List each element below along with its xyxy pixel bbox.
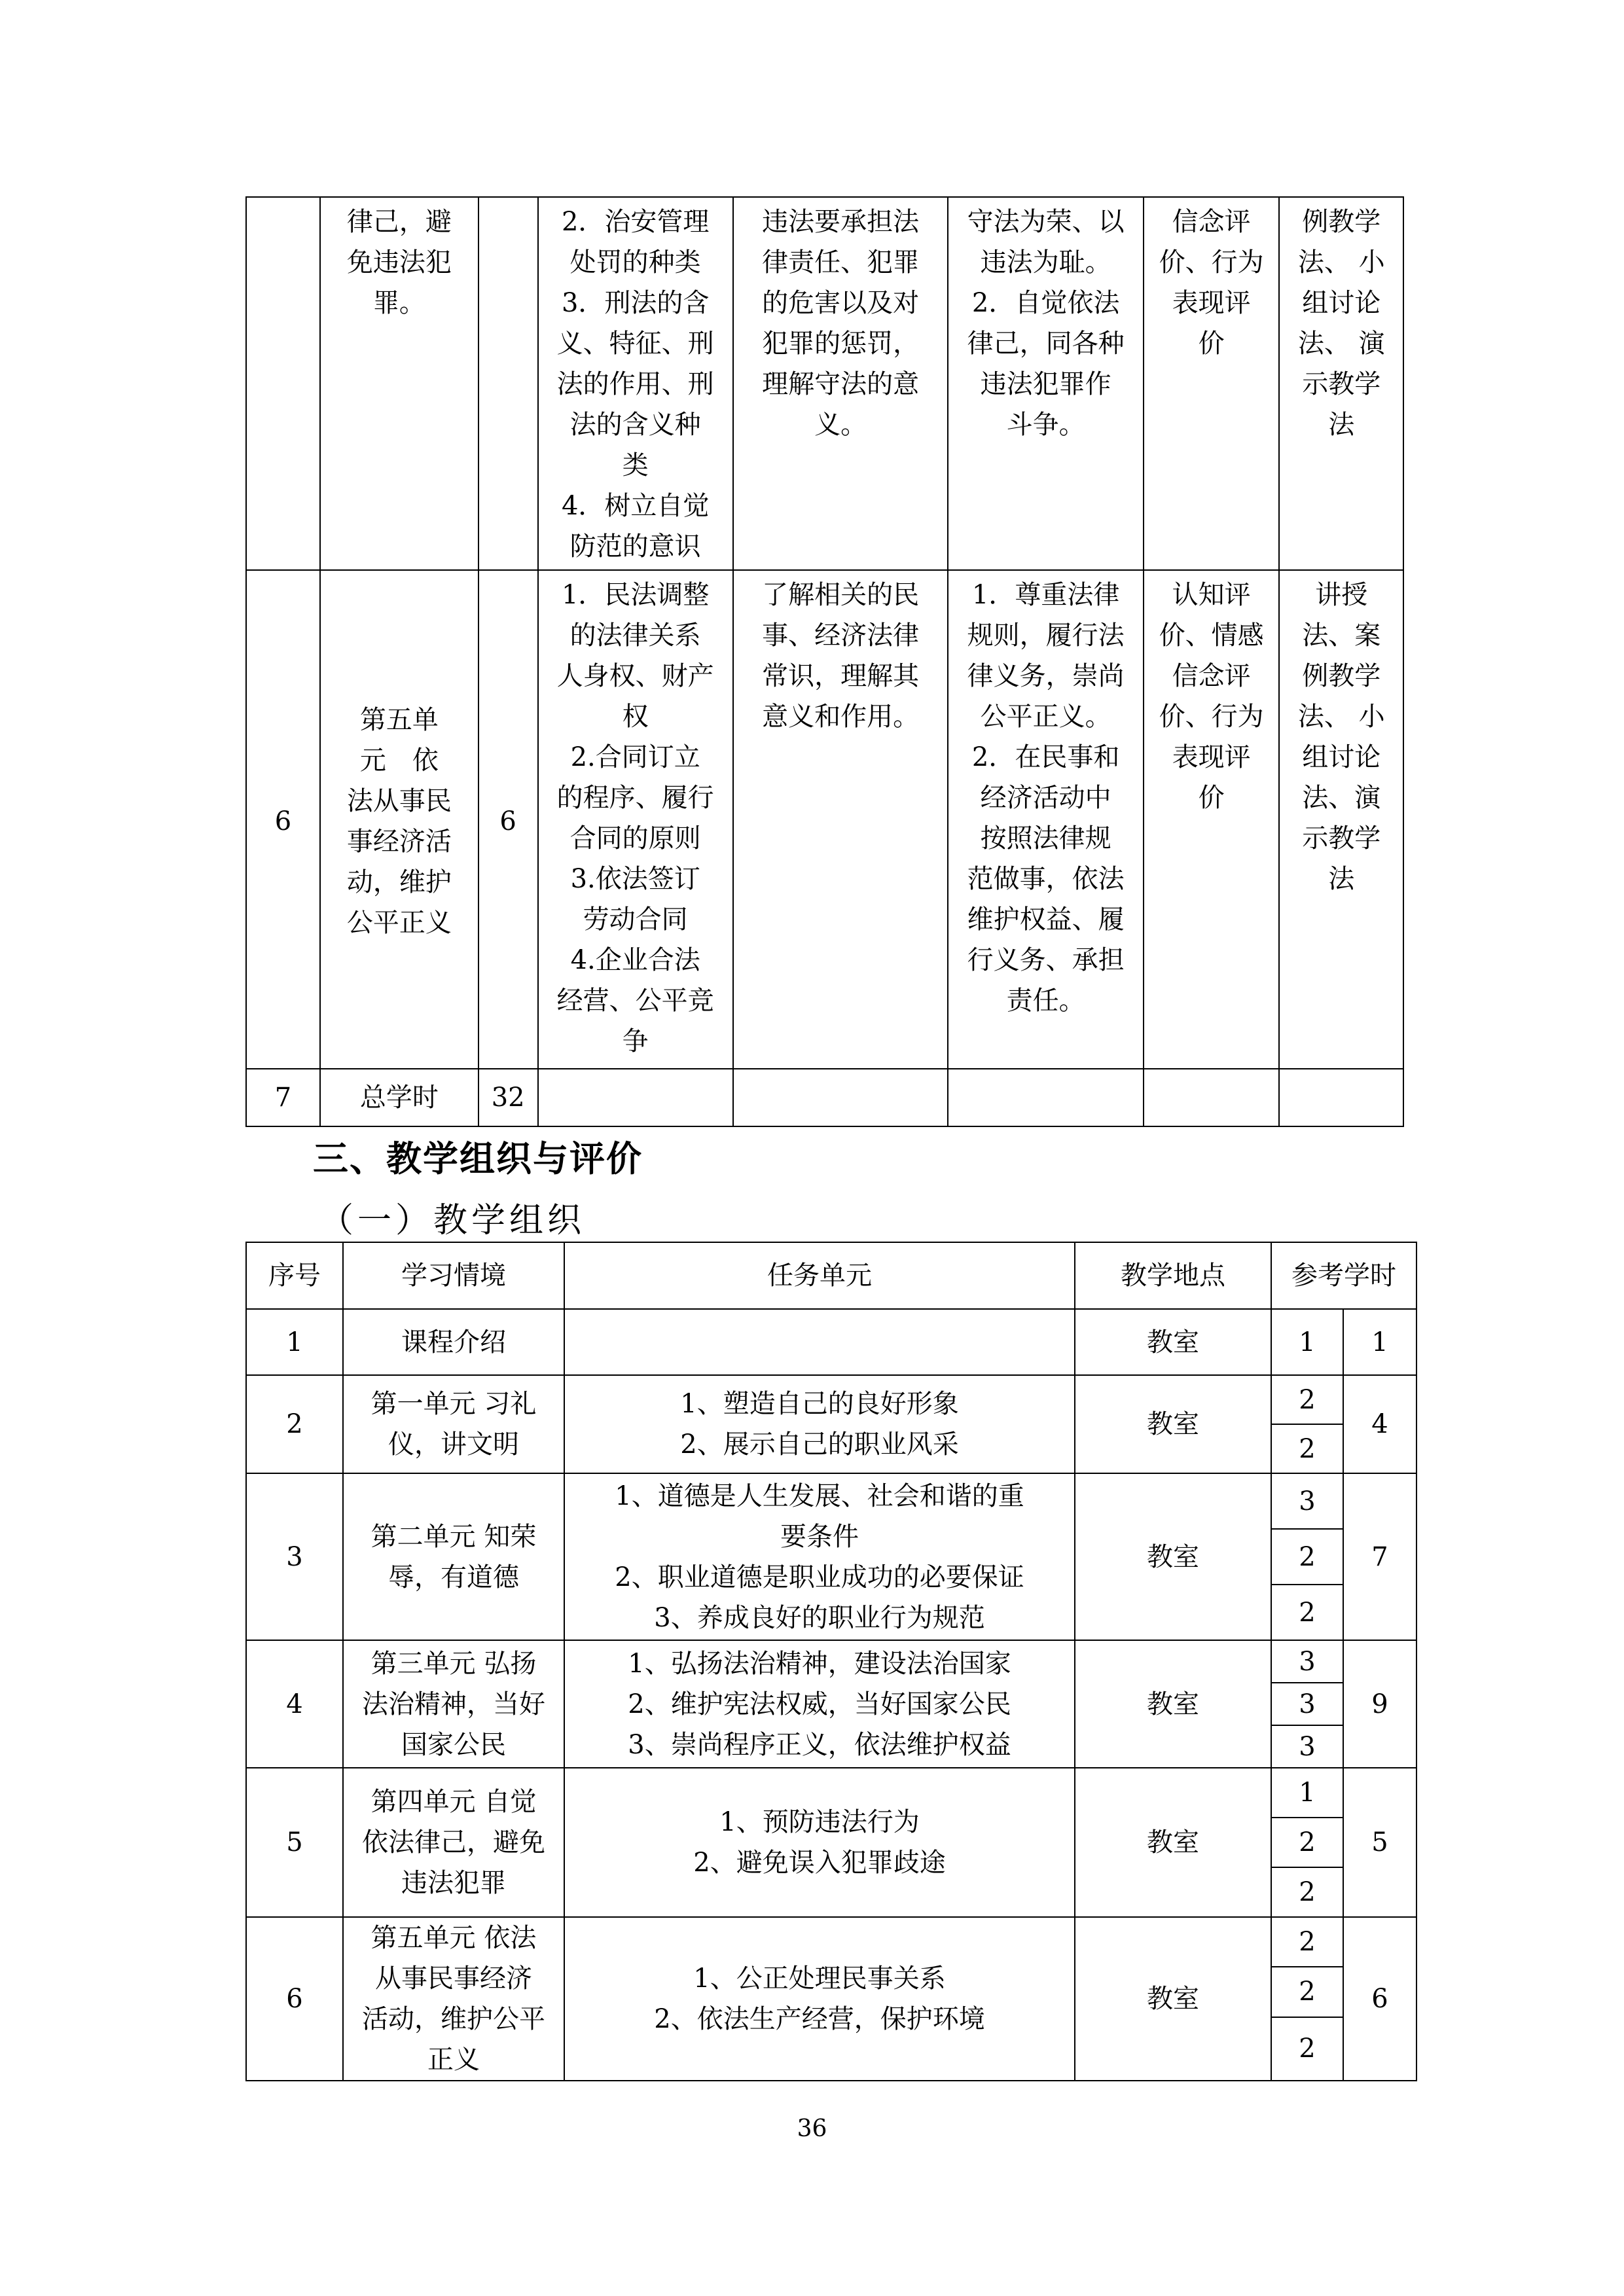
subsection-title: （一）教学组织 xyxy=(319,1201,586,1240)
header-location: 教学地点 xyxy=(1075,1242,1271,1309)
course-content-table xyxy=(245,196,1404,1127)
row-number: 5 xyxy=(246,1768,343,1917)
table-row xyxy=(246,1473,1416,1529)
scenario-cell: 第二单元 知荣 辱，有道德 xyxy=(343,1473,564,1640)
tasks-cell: 1、公正处理民事关系 2、依法生产经营，保护环境 xyxy=(564,1917,1075,2081)
attitude-goal: 1．尊重法律 规则，履行法 律义务，崇尚 公平正义。 2．在民事和 经济活动中 按照法律规 范做事，依法 维护权益、履 行义务、承担 责任。 xyxy=(948,570,1143,1069)
task-hours: 3 xyxy=(1271,1683,1343,1725)
row-number xyxy=(246,197,320,570)
tasks-cell xyxy=(564,1309,1075,1375)
header-scenario: 学习情境 xyxy=(343,1242,564,1309)
table-row xyxy=(246,1309,1416,1375)
table-row xyxy=(246,1375,1416,1424)
scenario-cell: 第一单元 习礼 仪，讲文明 xyxy=(343,1375,564,1473)
table-row xyxy=(246,1917,1416,1967)
teaching-method xyxy=(1279,1069,1403,1126)
row-number: 7 xyxy=(246,1069,320,1126)
tasks-cell: 1、预防违法行为 2、避免误入犯罪歧途 xyxy=(564,1768,1075,1917)
table-row xyxy=(246,1640,1416,1683)
location-cell: 教室 xyxy=(1075,1473,1271,1640)
evaluation-method: 信念评 价、行为 表现评 价 xyxy=(1144,197,1280,570)
table-row xyxy=(246,1768,1416,1818)
task-hours: 2 xyxy=(1271,1917,1343,1967)
table-row xyxy=(246,1069,1403,1126)
tasks-cell: 1、道德是人生发展、社会和谐的重 要条件 2、职业道德是职业成功的必要保证 3、养成良好的职业行为规范 xyxy=(564,1473,1075,1640)
total-hours: 1 xyxy=(1343,1309,1416,1375)
scenario-cell: 第四单元 自觉 依法律己，避免 违法犯罪 xyxy=(343,1768,564,1917)
header-number: 序号 xyxy=(246,1242,343,1309)
scenario-cell: 课程介绍 xyxy=(343,1309,564,1375)
task-hours: 2 xyxy=(1271,1424,1343,1473)
total-hours: 4 xyxy=(1343,1375,1416,1473)
content-cell xyxy=(538,1069,733,1126)
total-hours: 6 xyxy=(1343,1917,1416,2081)
knowledge-goal: 违法要承担法 律责任、犯罪 的危害以及对 犯罪的惩罚， 理解守法的意 义。 xyxy=(733,197,948,570)
total-hours: 9 xyxy=(1343,1640,1416,1768)
unit-title: 总学时 xyxy=(320,1069,478,1126)
content-cell: 2．治安管理 处罚的种类 3．刑法的含 义、特征、刑 法的作用、刑 法的含义种 类 4．树立自觉 防范的意识 xyxy=(538,197,733,570)
total-hours: 5 xyxy=(1343,1768,1416,1917)
location-cell: 教室 xyxy=(1075,1768,1271,1917)
task-hours: 3 xyxy=(1271,1640,1343,1683)
task-hours: 2 xyxy=(1271,1529,1343,1585)
row-number: 6 xyxy=(246,570,320,1069)
teaching-method: 例教学 法、 小 组讨论 法、 演 示教学 法 xyxy=(1279,197,1403,570)
attitude-goal: 守法为荣、以 违法为耻。 2．自觉依法 律己，同各种 违法犯罪作 斗争。 xyxy=(948,197,1143,570)
table-header-row xyxy=(246,1242,1416,1309)
task-hours: 1 xyxy=(1271,1309,1343,1375)
task-hours: 2 xyxy=(1271,1375,1343,1424)
task-hours: 2 xyxy=(1271,2017,1343,2081)
row-number: 3 xyxy=(246,1473,343,1640)
section-title: 三、教学组织与评价 xyxy=(313,1138,643,1179)
unit-hours xyxy=(478,197,538,570)
task-hours: 2 xyxy=(1271,1967,1343,2017)
location-cell: 教室 xyxy=(1075,1917,1271,2081)
task-hours: 3 xyxy=(1271,1473,1343,1529)
task-hours: 2 xyxy=(1271,1867,1343,1917)
task-hours: 1 xyxy=(1271,1768,1343,1818)
tasks-cell: 1、塑造自己的良好形象 2、展示自己的职业风采 xyxy=(564,1375,1075,1473)
unit-title: 律己，避 免违法犯 罪。 xyxy=(320,197,478,570)
tasks-cell: 1、弘扬法治精神，建设法治国家 2、维护宪法权威，当好国家公民 3、崇尚程序正义，依法维护权益 xyxy=(564,1640,1075,1768)
evaluation-method xyxy=(1144,1069,1280,1126)
header-hours: 参考学时 xyxy=(1271,1242,1416,1309)
row-number: 6 xyxy=(246,1917,343,2081)
scenario-cell: 第三单元 弘扬 法治精神，当好 国家公民 xyxy=(343,1640,564,1768)
location-cell: 教室 xyxy=(1075,1640,1271,1768)
table-row xyxy=(246,570,1403,1069)
location-cell: 教室 xyxy=(1075,1309,1271,1375)
row-number: 4 xyxy=(246,1640,343,1768)
teaching-method: 讲授 法、案 例教学 法、 小 组讨论 法、演 示教学 法 xyxy=(1279,570,1403,1069)
task-hours: 2 xyxy=(1271,1818,1343,1867)
row-number: 2 xyxy=(246,1375,343,1473)
scenario-cell: 第五单元 依法 从事民事经济 活动，维护公平 正义 xyxy=(343,1917,564,2081)
total-hours: 7 xyxy=(1343,1473,1416,1640)
teaching-organization-table xyxy=(245,1242,1417,2081)
location-cell: 教室 xyxy=(1075,1375,1271,1473)
knowledge-goal: 了解相关的民 事、经济法律 常识，理解其 意义和作用。 xyxy=(733,570,948,1069)
attitude-goal xyxy=(948,1069,1143,1126)
header-tasks: 任务单元 xyxy=(564,1242,1075,1309)
unit-hours: 32 xyxy=(478,1069,538,1126)
table-row xyxy=(246,197,1403,570)
knowledge-goal xyxy=(733,1069,948,1126)
task-hours: 2 xyxy=(1271,1585,1343,1640)
row-number: 1 xyxy=(246,1309,343,1375)
evaluation-method: 认知评 价、情感 信念评 价、行为 表现评 价 xyxy=(1144,570,1280,1069)
unit-hours: 6 xyxy=(478,570,538,1069)
unit-title: 第五单 元 依 法从事民 事经济活 动，维护 公平正义 xyxy=(320,570,478,1069)
page-number: 36 xyxy=(797,2115,827,2142)
task-hours: 3 xyxy=(1271,1725,1343,1768)
content-cell: 1．民法调整 的法律关系 人身权、财产 权 2.合同订立 的程序、履行 合同的原则 3.依法签订 劳动合同 4.企业合法 经营、公平竞 争 xyxy=(538,570,733,1069)
